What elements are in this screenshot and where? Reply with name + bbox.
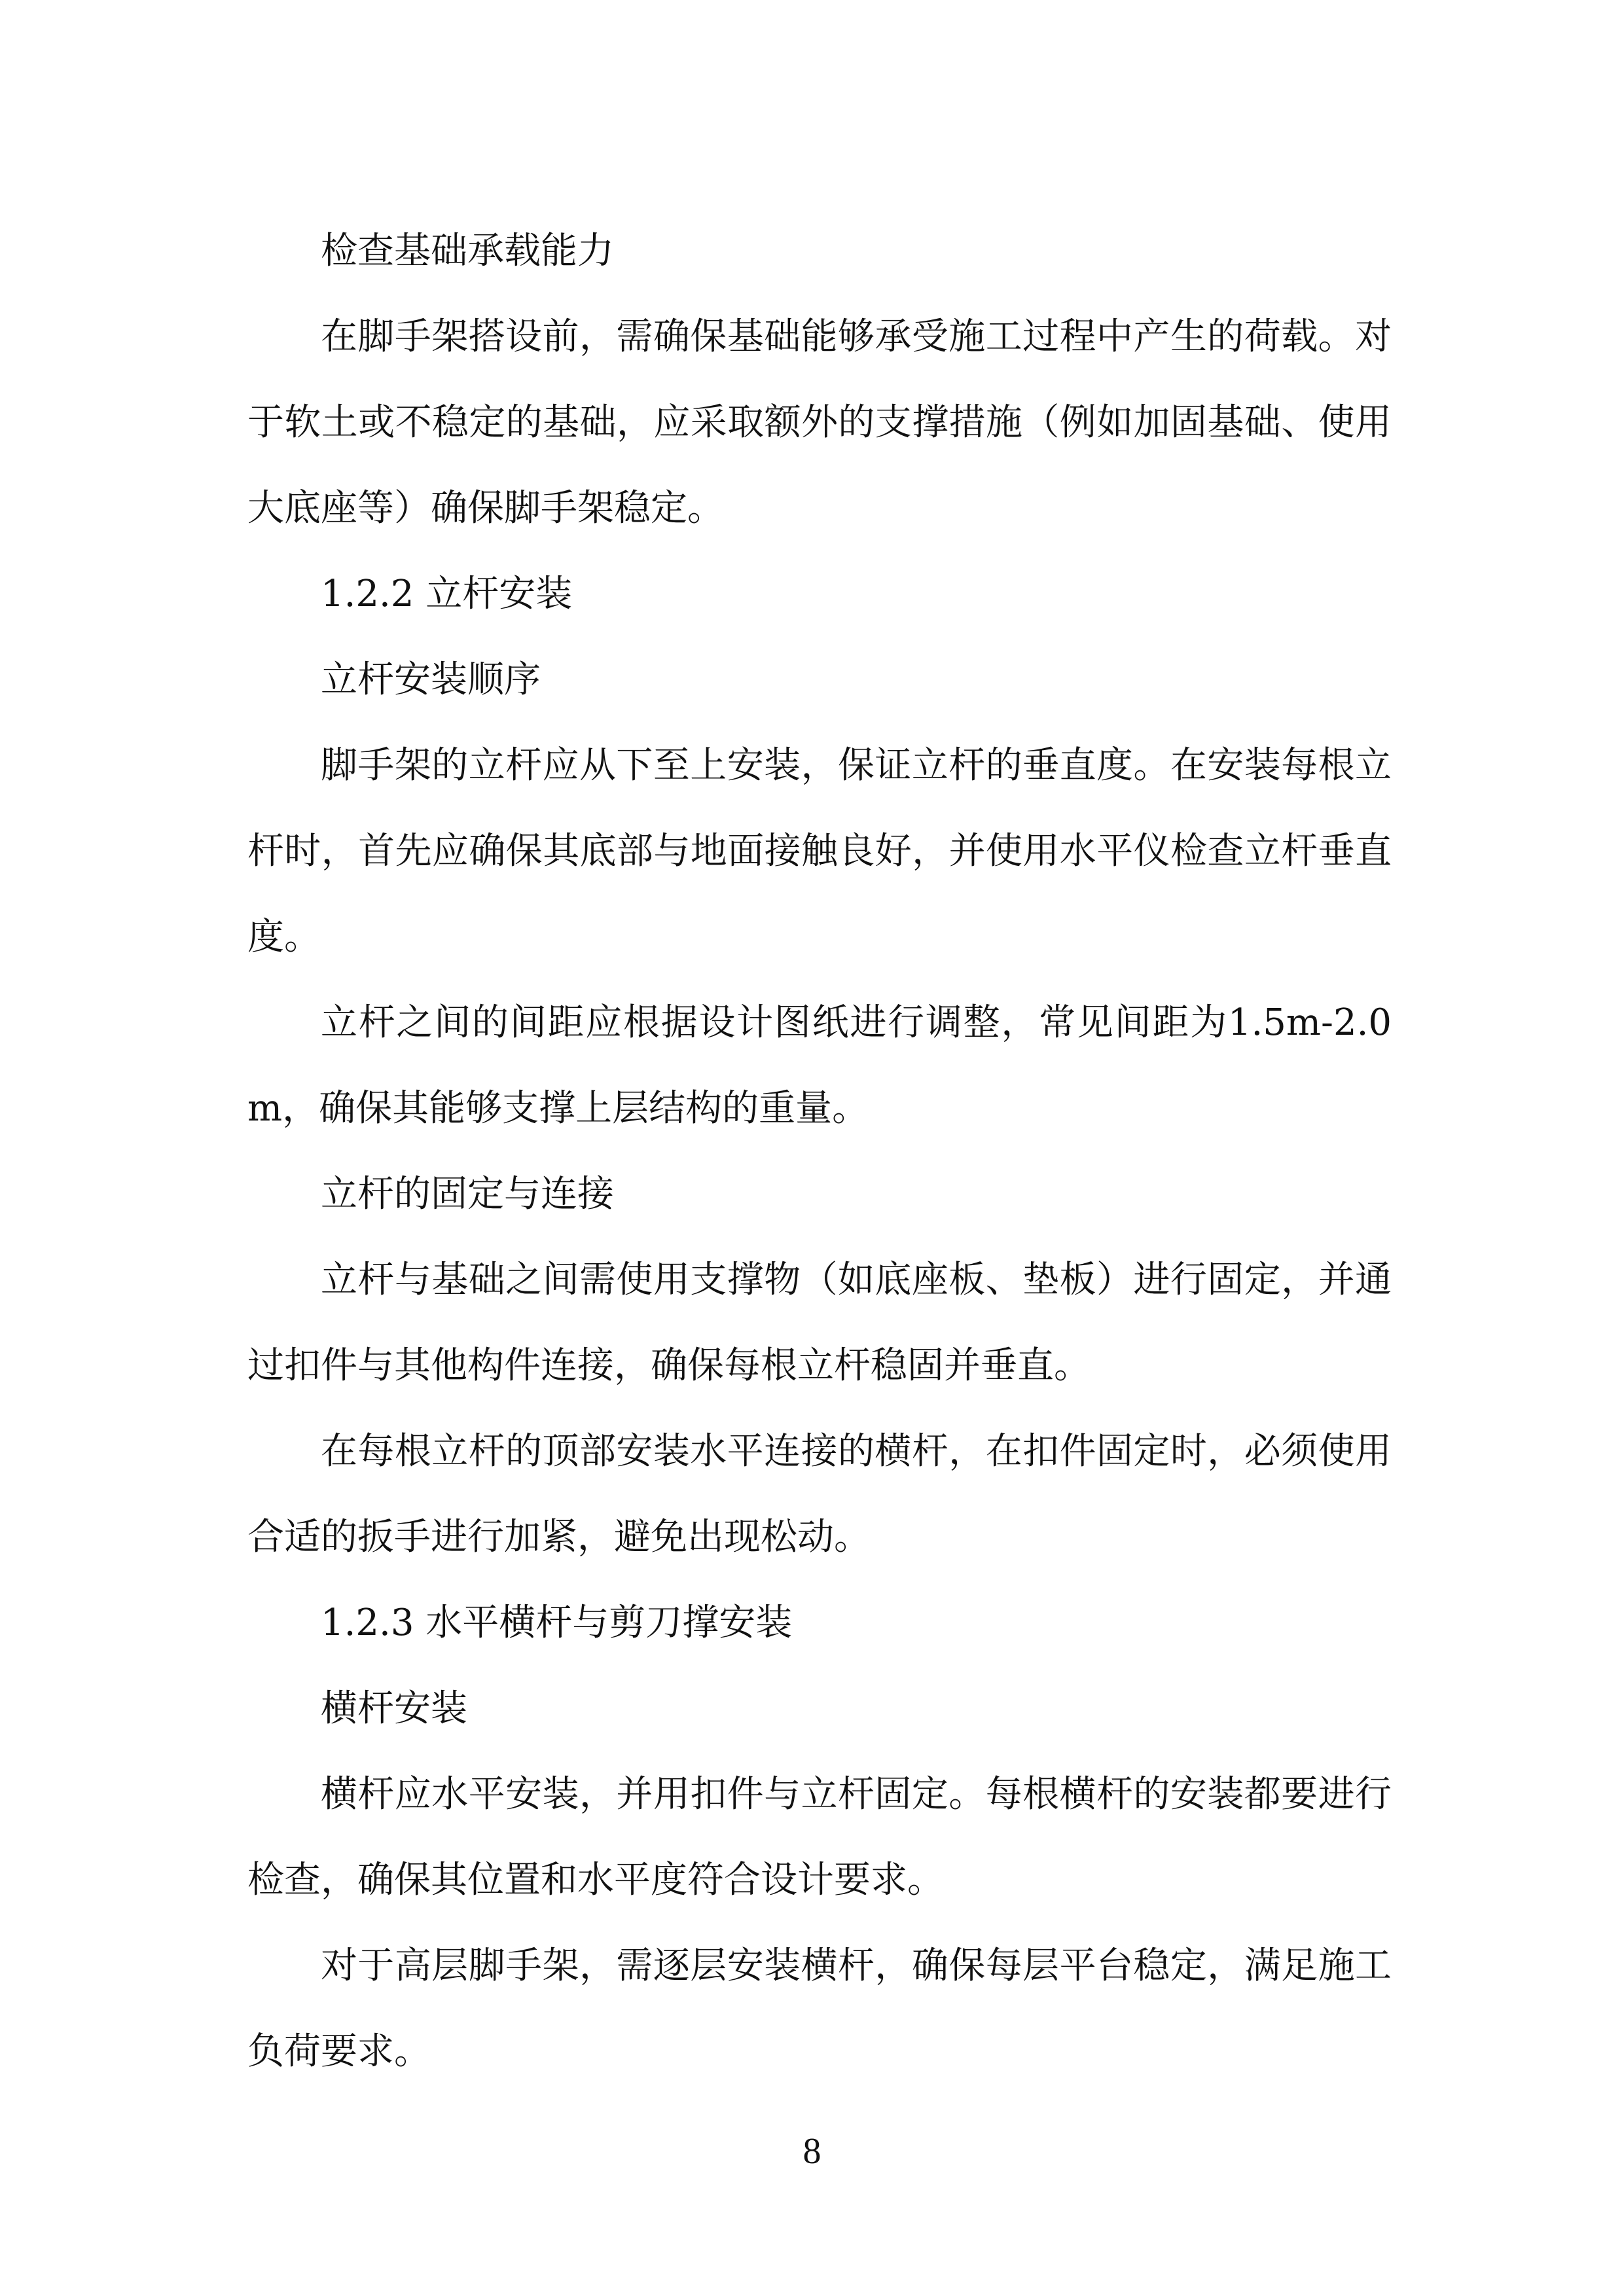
paragraph-foundation-load: 在脚手架搭设前，需确保基础能够承受施工过程中产生的荷载。对于软土或不稳定的基础，应采取额外的支撑措施（例如加固基础、使用大底座等）确保脚手架稳定。 [247,315,1392,529]
document-body [247,208,1392,2094]
paragraph-high-rise-ledger: 对于高层脚手架，需逐层安装横杆，确保每层平台稳定，满足施工负荷要求。 [247,1945,1392,2073]
paragraph-ledger-install: 横杆应水平安装，并用扣件与立杆固定。每根横杆的安装都要进行检查，确保其位置和水平度符合设计要求。 [247,1773,1392,1901]
section-heading-1-2-2: 1.2.2 立杆安装 [321,573,573,615]
paragraph-pole-fixing: 立杆与基础之间需使用支撑物（如底座板、垫板）进行固定，并通过扣件与其他构件连接，确保每根立杆稳固并垂直。 [247,1259,1392,1387]
section-heading-1-2-3: 1.2.3 水平横杆与剪刀撑安装 [321,1602,793,1644]
paragraph-pole-top-ledger: 在每根立杆的顶部安装水平连接的横杆，在扣件固定时，必须使用合适的扳手进行加紧，避免出现松动。 [247,1430,1392,1558]
subheading-pole-install-order: 立杆安装顺序 [321,658,541,701]
paragraph-pole-spacing: 立杆之间的间距应根据设计图纸进行调整，常见间距为1.5m-2.0m，确保其能够支撑上层结构的重量。 [247,1001,1392,1130]
subheading-ledger-install: 横杆安装 [321,1687,467,1730]
subheading-pole-fixing: 立杆的固定与连接 [321,1173,614,1215]
page-number: 8 [803,2131,821,2172]
section-heading-foundation-check: 检查基础承载能力 [321,230,614,272]
paragraph-pole-install-order: 脚手架的立杆应从下至上安装，保证立杆的垂直度。在安装每根立杆时，首先应确保其底部与地面接触良好，并使用水平仪检查立杆垂直度。 [247,744,1392,958]
